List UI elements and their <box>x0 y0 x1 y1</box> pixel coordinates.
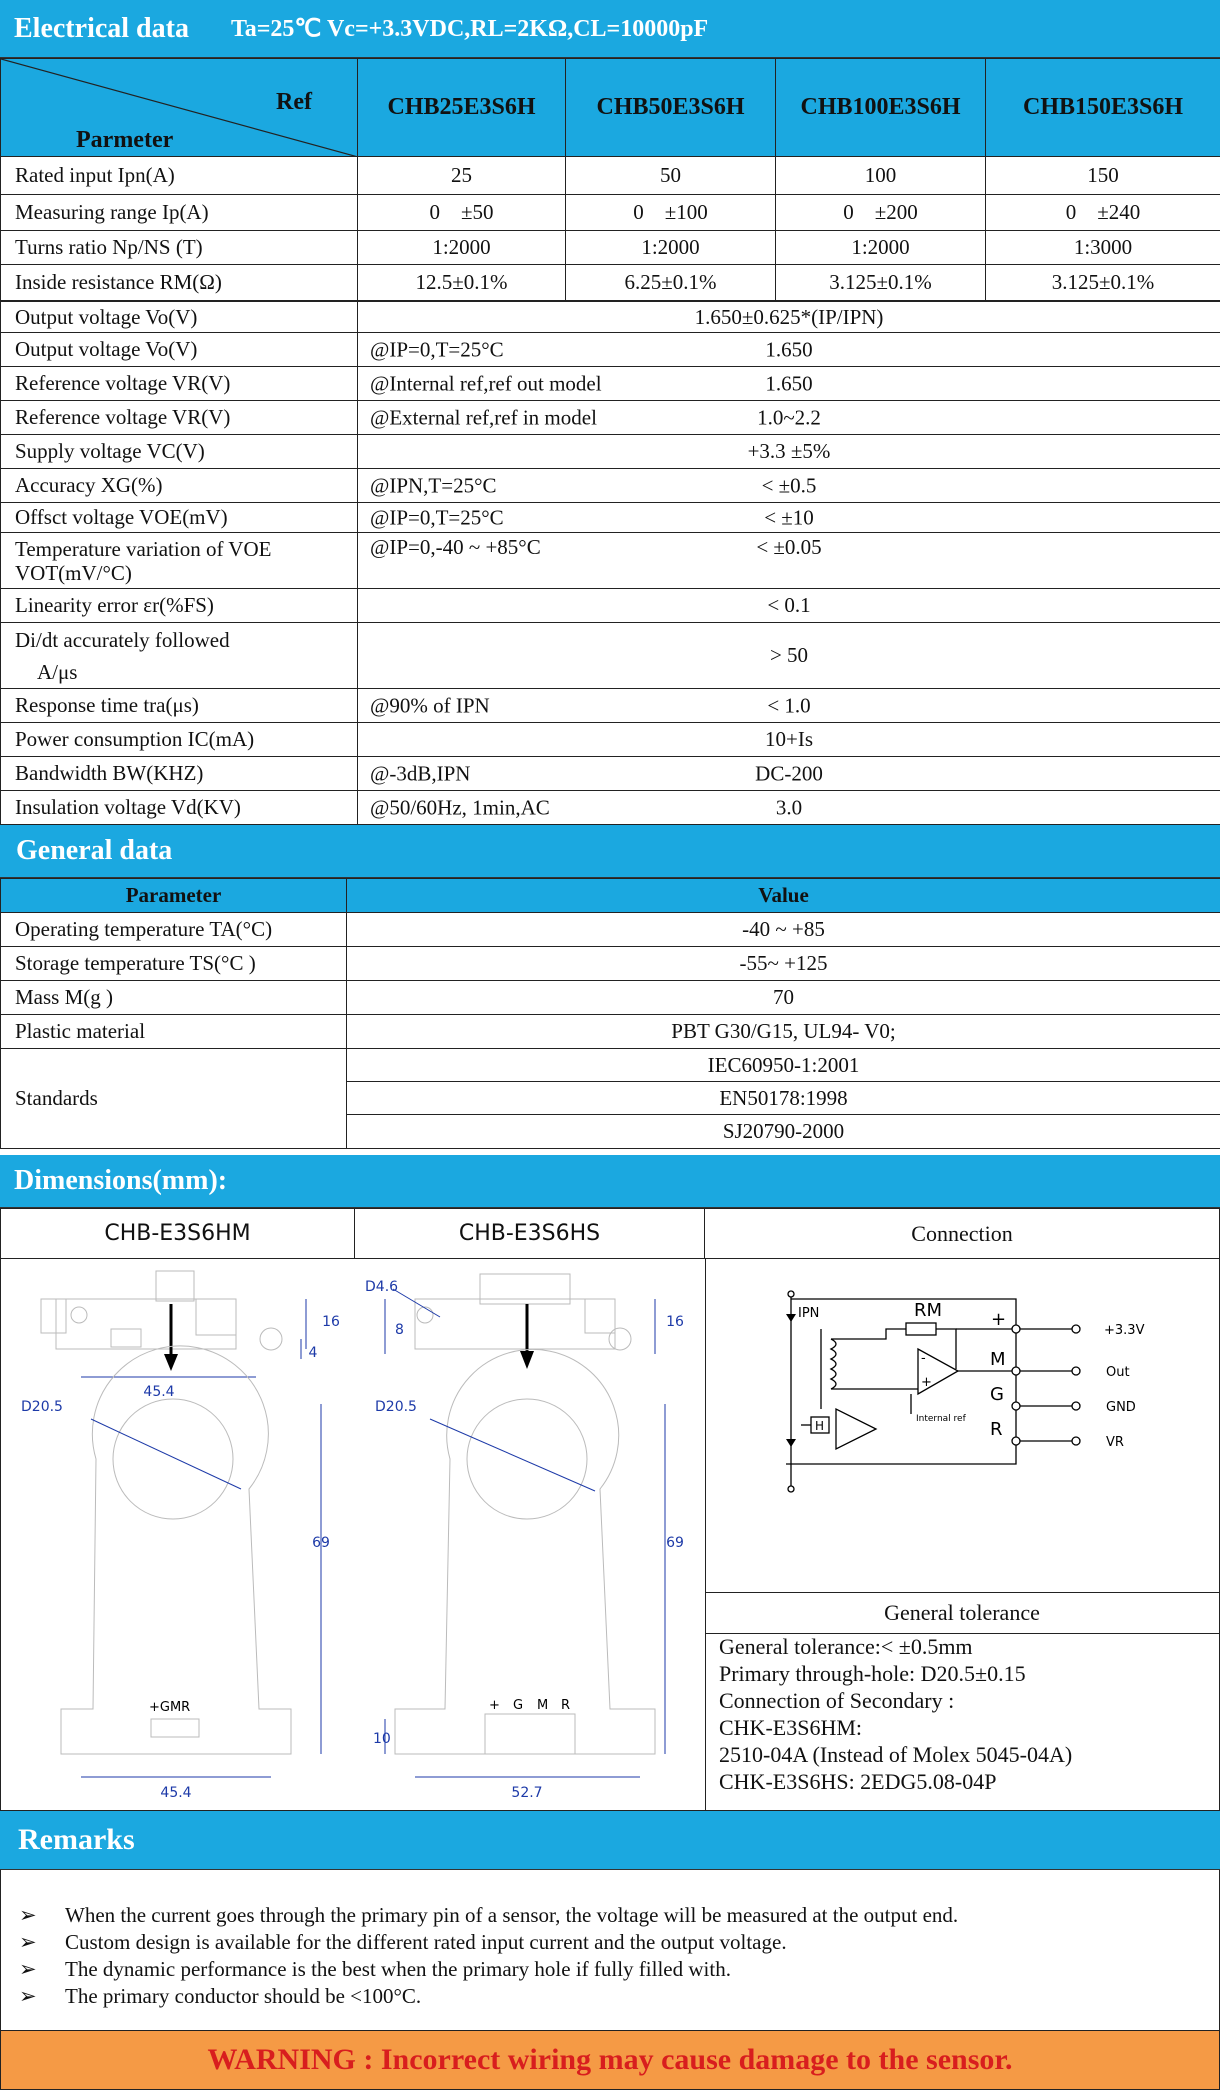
value-cell: 6.25±0.1% <box>566 265 776 301</box>
param-cell: Operating temperature TA(°C) <box>1 913 347 947</box>
hm-width-bottom: 45.4 <box>160 1785 191 1801</box>
value-cell: 12.5±0.1% <box>358 265 566 301</box>
hs-pin-r: R <box>561 1698 570 1713</box>
electrical-header-bar <box>0 0 1220 58</box>
dimensions-panel <box>0 1208 1220 1811</box>
param-cell: Inside resistance RM(Ω) <box>1 265 358 301</box>
hs-d46: D4.6 <box>365 1279 398 1295</box>
value-text: < ±10 <box>358 505 1220 530</box>
table-row <box>1 689 1220 723</box>
value-text: < ±0.5 <box>358 473 1220 498</box>
tolerance-line: Connection of Secondary : <box>719 1687 1072 1714</box>
table-row <box>1 333 1220 367</box>
table-row <box>1 913 1220 947</box>
value-cell: -55~ +125 <box>347 947 1220 981</box>
conn-out-33v: +3.3V <box>1104 1323 1145 1338</box>
hs-diameter: D20.5 <box>375 1399 417 1415</box>
table-row <box>1 1015 1220 1049</box>
sense-arrow-icon <box>786 1439 796 1447</box>
value-text: 1.650 <box>358 371 1220 396</box>
hm-pins: +GMR <box>149 1700 190 1715</box>
value-text: DC-200 <box>358 761 1220 786</box>
param-cell: Offsct voltage VOE(mV) <box>1 503 358 533</box>
cond-value-cell <box>358 367 1220 401</box>
cond-value-cell <box>358 689 1220 723</box>
param-cell: Insulation voltage Vd(KV) <box>1 791 358 825</box>
param-cell: Turns ratio Np/NS (T) <box>1 231 358 265</box>
table-row <box>1 195 1220 231</box>
condition-text: @IPN,T=25°C <box>370 473 497 498</box>
cond-value-cell <box>358 791 1220 825</box>
conn-ipn: IPN <box>798 1306 819 1321</box>
conn-plus-in: + <box>921 1375 932 1390</box>
table-row <box>1 757 1220 791</box>
table-row <box>1 533 1220 589</box>
cond-value-cell <box>358 333 1220 367</box>
ref-label: Ref <box>276 89 312 116</box>
ref-param-header <box>1 59 358 157</box>
remark-text: When the current goes through the primary pin of a sensor, the voltage will be measured at the output end. <box>65 1902 958 1929</box>
value-cell: 1:2000 <box>776 231 986 265</box>
value-text: < 1.0 <box>358 693 1220 718</box>
hm-height-16: 16 <box>322 1314 340 1330</box>
value-cell: 25 <box>358 157 566 195</box>
value-cell: PBT G30/G15, UL94- V0; <box>347 1015 1220 1049</box>
condition-text: @Internal ref,ref out model <box>370 371 602 396</box>
electrical-table-merged <box>0 301 1220 825</box>
bullet-arrow-icon: ➢ <box>19 1983 65 2010</box>
condition-text: @-3dB,IPN <box>370 761 470 786</box>
param-cell: Plastic material <box>1 1015 347 1049</box>
table-row <box>1 302 1220 333</box>
standard-cell: IEC60950-1:2001 <box>347 1049 1220 1082</box>
table-row <box>1 589 1220 623</box>
list-item <box>19 1983 1219 2010</box>
model-header: CHB100E3S6H <box>776 59 986 157</box>
param-cell: Rated input Ipn(A) <box>1 157 358 195</box>
hs-width-527: 52.7 <box>511 1785 542 1801</box>
col-header-hm: CHB-E3S6HM <box>1 1209 355 1259</box>
hs-height-8: 8 <box>395 1322 404 1338</box>
value-cell: 0 ±100 <box>566 195 776 231</box>
cond-value-cell <box>358 757 1220 791</box>
value-text: 1.0~2.2 <box>358 405 1220 430</box>
table-row <box>1 791 1220 825</box>
value-cell: 150 <box>986 157 1220 195</box>
param-cell: Reference voltage VR(V) <box>1 367 358 401</box>
param-header: Parameter <box>1 879 347 913</box>
param-label: Parmeter <box>76 127 173 154</box>
param-cell: Storage temperature TS(°C ) <box>1 947 347 981</box>
cond-value-cell <box>358 469 1220 503</box>
hs-height-16: 16 <box>666 1314 684 1330</box>
table-row <box>1 231 1220 265</box>
value-text: < ±0.05 <box>358 535 1220 560</box>
table-row <box>1 947 1220 981</box>
bullet-arrow-icon: ➢ <box>19 1956 65 1983</box>
param-cell: Measuring range Ip(A) <box>1 195 358 231</box>
general-header-row <box>1 879 1220 913</box>
value-cell: 70 <box>347 981 1220 1015</box>
value-cell: -40 ~ +85 <box>347 913 1220 947</box>
table-row <box>1 623 1220 689</box>
tolerance-line: CHK-E3S6HM: <box>719 1714 1072 1741</box>
warning-banner: WARNING : Incorrect wiring may cause damage to the sensor. <box>0 2030 1220 2090</box>
cond-value-cell <box>358 401 1220 435</box>
model-header: CHB50E3S6H <box>566 59 776 157</box>
electrical-table <box>0 58 1220 301</box>
bullet-arrow-icon: ➢ <box>19 1929 65 1956</box>
param-line: VOT(mV/°C) <box>15 561 357 585</box>
conn-plus: + <box>991 1309 1006 1330</box>
value-cell: 3.125±0.1% <box>986 265 1220 301</box>
hs-drawing <box>355 1259 705 1811</box>
remark-text: Custom design is available for the different rated input current and the output voltage. <box>65 1929 787 1956</box>
col-header-connection: Connection <box>705 1209 1219 1259</box>
value-cell: +3.3 ±5% <box>358 435 1220 469</box>
table-row <box>1 157 1220 195</box>
hm-height-69: 69 <box>312 1535 330 1551</box>
condition-text: @90% of IPN <box>370 693 490 718</box>
hs-height-10: 10 <box>373 1731 391 1747</box>
hm-height-4: 4 <box>309 1345 318 1361</box>
dimensions-title: Dimensions(mm): <box>14 1165 227 1197</box>
table-row <box>1 723 1220 757</box>
condition-text: @External ref,ref in model <box>370 405 597 430</box>
conn-g: G <box>990 1384 1004 1405</box>
value-cell: 3.125±0.1% <box>776 265 986 301</box>
value-cell: 0 ±200 <box>776 195 986 231</box>
standard-cell: EN50178:1998 <box>347 1082 1220 1115</box>
electrical-header-row <box>1 59 1220 157</box>
value-cell: 1:2000 <box>358 231 566 265</box>
param-cell: Output voltage Vo(V) <box>1 302 358 333</box>
remarks-title: Remarks <box>18 1823 135 1857</box>
hs-pin-plus: + <box>489 1698 500 1713</box>
conn-minus: - <box>921 1351 926 1366</box>
standards-label: Standards <box>1 1049 347 1149</box>
hm-width-top: 45.4 <box>143 1384 174 1400</box>
list-item <box>19 1956 1219 1983</box>
tolerance-line: 2510-04A (Instead of Molex 5045-04A) <box>719 1741 1072 1768</box>
bullet-arrow-icon: ➢ <box>19 1902 65 1929</box>
remarks-header-bar <box>0 1811 1220 1870</box>
param-line: Temperature variation of VOE <box>15 537 357 561</box>
param-line: A/μs <box>15 656 357 688</box>
param-cell: Response time tra(μs) <box>1 689 358 723</box>
remarks-list <box>0 1870 1220 2030</box>
param-cell <box>1 623 358 689</box>
value-cell: 10+Is <box>358 723 1220 757</box>
list-item <box>19 1902 1219 1929</box>
model-header: CHB25E3S6H <box>358 59 566 157</box>
value-text: 3.0 <box>358 795 1220 820</box>
general-title: General data <box>16 835 172 867</box>
param-cell: Accuracy XG(%) <box>1 469 358 503</box>
hs-height-69: 69 <box>666 1535 684 1551</box>
ipn-arrow-icon <box>786 1314 796 1322</box>
col-header-hs: CHB-E3S6HS <box>355 1209 705 1259</box>
conn-out-out: Out <box>1106 1365 1130 1380</box>
table-row <box>1 265 1220 301</box>
table-row <box>1 401 1220 435</box>
value-cell: 1:3000 <box>986 231 1220 265</box>
electrical-conditions: Ta=25℃ Vc=+3.3VDC,RL=2KΩ,CL=10000pF <box>231 14 708 43</box>
value-cell: 50 <box>566 157 776 195</box>
value-cell: < 0.1 <box>358 589 1220 623</box>
tolerance-line: CHK-E3S6HS: 2EDG5.08-04P <box>719 1768 1072 1795</box>
electrical-title: Electrical data <box>14 13 189 45</box>
conn-out-vr: VR <box>1106 1435 1124 1450</box>
tolerance-header: General tolerance <box>705 1592 1219 1634</box>
table-row <box>1 469 1220 503</box>
standard-cell: SJ20790-2000 <box>347 1115 1220 1149</box>
tolerance-text <box>719 1633 1072 1795</box>
value-cell: > 50 <box>358 623 1220 689</box>
param-cell: Mass M(g ) <box>1 981 347 1015</box>
list-item <box>19 1929 1219 1956</box>
condition-text: @IP=0,T=25°C <box>370 505 504 530</box>
param-cell: Reference voltage VR(V) <box>1 401 358 435</box>
conn-rm: RM <box>914 1300 942 1321</box>
hm-drawing <box>1 1259 355 1811</box>
table-row <box>1 1049 1220 1082</box>
model-header: CHB150E3S6H <box>986 59 1220 157</box>
table-row <box>1 435 1220 469</box>
cond-value-cell <box>358 503 1220 533</box>
value-cell: 100 <box>776 157 986 195</box>
tolerance-line: General tolerance:< ±0.5mm <box>719 1633 1072 1660</box>
conn-r: R <box>990 1419 1003 1440</box>
condition-text: @50/60Hz, 1min,AC <box>370 795 550 820</box>
table-row <box>1 367 1220 401</box>
value-cell: 1:2000 <box>566 231 776 265</box>
hs-pin-m: M <box>537 1698 548 1713</box>
table-row <box>1 503 1220 533</box>
general-table <box>0 878 1220 1149</box>
param-cell: Power consumption IC(mA) <box>1 723 358 757</box>
hm-diameter: D20.5 <box>21 1399 63 1415</box>
conn-m: M <box>990 1349 1006 1370</box>
tolerance-line: Primary through-hole: D20.5±0.15 <box>719 1660 1072 1687</box>
value-cell: 0 ±50 <box>358 195 566 231</box>
remark-text: The dynamic performance is the best when the primary hole if fully filled with. <box>65 1956 731 1983</box>
condition-text: @IP=0,T=25°C <box>370 337 504 362</box>
connection-schematic <box>706 1259 1219 1592</box>
param-cell: Linearity error εr(%FS) <box>1 589 358 623</box>
conn-intref: Internal ref <box>916 1414 967 1424</box>
general-header-bar <box>0 825 1220 878</box>
dimensions-header-bar <box>0 1155 1220 1208</box>
value-cell: 0 ±240 <box>986 195 1220 231</box>
hs-pin-g: G <box>513 1698 523 1713</box>
conn-h: H <box>815 1419 824 1433</box>
conn-out-gnd: GND <box>1106 1400 1136 1415</box>
param-cell: Bandwidth BW(KHZ) <box>1 757 358 791</box>
condition-text: @IP=0,-40 ~ +85°C <box>370 535 541 560</box>
value-text: 1.650 <box>358 337 1220 362</box>
table-row <box>1 981 1220 1015</box>
remark-text: The primary conductor should be <100°C. <box>65 1983 421 2010</box>
param-line: Di/dt accurately followed <box>15 624 357 656</box>
value-cell: 1.650±0.625*(IP/IPN) <box>358 302 1220 333</box>
param-cell: Supply voltage VC(V) <box>1 435 358 469</box>
value-header: Value <box>347 879 1220 913</box>
cond-value-cell <box>358 533 1220 589</box>
param-cell <box>1 533 358 589</box>
param-cell: Output voltage Vo(V) <box>1 333 358 367</box>
